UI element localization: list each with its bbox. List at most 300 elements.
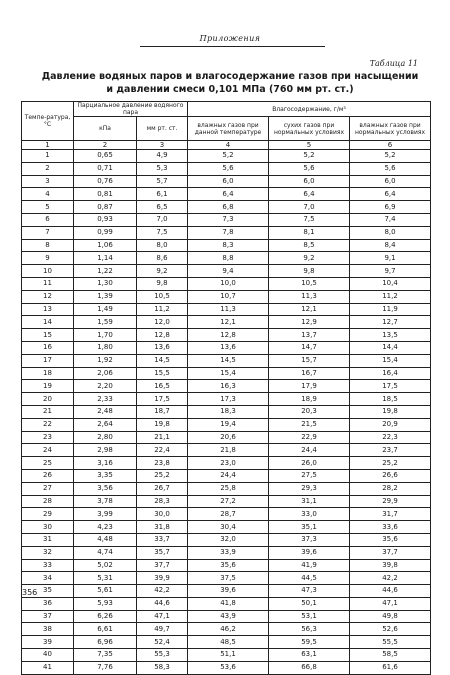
- pressure-kpa-cell: 1,92: [74, 354, 137, 367]
- moist-gas-cell: 27,2: [188, 495, 269, 508]
- moist-gas-cell: 53,6: [188, 661, 269, 674]
- temperature-cell: 39: [22, 636, 74, 649]
- wet-gas-cell: 44,6: [350, 585, 431, 598]
- temperature-cell: 29: [22, 508, 74, 521]
- table-row: [22, 469, 431, 482]
- moist-gas-cell: 33,9: [188, 546, 269, 559]
- table-row: [22, 252, 431, 265]
- dry-gas-cell: 12,9: [269, 316, 350, 329]
- table-row: [22, 521, 431, 534]
- wet-gas-cell: 49,8: [350, 610, 431, 623]
- table-row: [22, 367, 431, 380]
- dry-gas-cell: 56,3: [269, 623, 350, 636]
- moist-gas-cell: 28,7: [188, 508, 269, 521]
- pressure-mmhg-cell: 58,3: [137, 661, 188, 674]
- wet-gas-cell: 9,7: [350, 265, 431, 278]
- pressure-kpa-cell: 3,16: [74, 457, 137, 470]
- pressure-kpa-cell: 0,81: [74, 188, 137, 201]
- wet-gas-cell: 15,4: [350, 354, 431, 367]
- column-index: 6: [350, 141, 431, 150]
- table-row: [22, 508, 431, 521]
- dry-gas-cell: 31,1: [269, 495, 350, 508]
- dry-gas-cell: 5,6: [269, 162, 350, 175]
- pressure-mmhg-cell: 21,1: [137, 431, 188, 444]
- moist-gas-cell: 7,8: [188, 226, 269, 239]
- table-row: [22, 290, 431, 303]
- temperature-cell: 25: [22, 457, 74, 470]
- wet-gas-cell: 25,2: [350, 457, 431, 470]
- wet-gas-cell: 22,3: [350, 431, 431, 444]
- wet-gas-cell: 58,5: [350, 649, 431, 662]
- moist-gas-cell: 7,3: [188, 213, 269, 226]
- pressure-mmhg-cell: 13,6: [137, 341, 188, 354]
- wet-gas-cell: 5,2: [350, 150, 431, 163]
- table-row: [22, 444, 431, 457]
- wet-gas-cell: 8,0: [350, 226, 431, 239]
- pressure-mmhg-cell: 55,3: [137, 649, 188, 662]
- table-row: [22, 457, 431, 470]
- temperature-cell: 23: [22, 431, 74, 444]
- moist-gas-cell: 9,4: [188, 265, 269, 278]
- column-index: 2: [74, 141, 137, 150]
- moist-gas-cell: 5,2: [188, 150, 269, 163]
- pressure-kpa-cell: 3,78: [74, 495, 137, 508]
- wet-gas-cell: 33,6: [350, 521, 431, 534]
- wet-gas-cell: 26,6: [350, 469, 431, 482]
- pressure-mmhg-cell: 35,7: [137, 546, 188, 559]
- moist-gas-cell: 18,3: [188, 405, 269, 418]
- pressure-mmhg-cell: 31,8: [137, 521, 188, 534]
- wet-gas-cell: 6,9: [350, 201, 431, 214]
- pressure-kpa-cell: 4,74: [74, 546, 137, 559]
- pressure-kpa-cell: 2,06: [74, 367, 137, 380]
- section-label: Приложения: [199, 34, 261, 43]
- table-row: [22, 188, 431, 201]
- dry-gas-cell: 66,8: [269, 661, 350, 674]
- column-index: 5: [269, 141, 350, 150]
- pressure-kpa-cell: 1,30: [74, 277, 137, 290]
- temperature-cell: 16: [22, 341, 74, 354]
- wet-gas-cell: 42,2: [350, 572, 431, 585]
- temperature-cell: 9: [22, 252, 74, 265]
- wet-gas-cell: 6,4: [350, 188, 431, 201]
- pressure-mmhg-cell: 52,4: [137, 636, 188, 649]
- wet-gas-cell: 16,4: [350, 367, 431, 380]
- dry-gas-cell: 14,7: [269, 341, 350, 354]
- dry-gas-cell: 33,0: [269, 508, 350, 521]
- moist-gas-cell: 30,4: [188, 521, 269, 534]
- dry-gas-cell: 11,3: [269, 290, 350, 303]
- temperature-cell: 7: [22, 226, 74, 239]
- wet-gas-cell: 23,7: [350, 444, 431, 457]
- wet-gas-cell: 55,5: [350, 636, 431, 649]
- wet-gas-cell: 35,6: [350, 533, 431, 546]
- wet-gas-cell: 39,8: [350, 559, 431, 572]
- pressure-mmhg-cell: 25,2: [137, 469, 188, 482]
- moist-gas-cell: 5,6: [188, 162, 269, 175]
- pressure-mmhg-cell: 28,3: [137, 495, 188, 508]
- wet-gas-cell: 29,9: [350, 495, 431, 508]
- pressure-kpa-cell: 0,87: [74, 201, 137, 214]
- pressure-mmhg-cell: 10,5: [137, 290, 188, 303]
- temperature-cell: 41: [22, 661, 74, 674]
- temperature-cell: 12: [22, 290, 74, 303]
- wet-gas-cell: 10,4: [350, 277, 431, 290]
- moist-gas-cell: 35,6: [188, 559, 269, 572]
- dry-gas-cell: 9,2: [269, 252, 350, 265]
- pressure-kpa-cell: 1,70: [74, 329, 137, 342]
- temperature-cell: 24: [22, 444, 74, 457]
- pressure-mmhg-cell: 17,5: [137, 393, 188, 406]
- moist-gas-cell: 46,2: [188, 623, 269, 636]
- pressure-kpa-cell: 1,06: [74, 239, 137, 252]
- column-index: 4: [188, 141, 269, 150]
- table-header: [22, 102, 431, 150]
- pressure-kpa-cell: 3,99: [74, 508, 137, 521]
- table-row: [22, 239, 431, 252]
- temperature-cell: 36: [22, 597, 74, 610]
- pressure-mmhg-cell: 15,5: [137, 367, 188, 380]
- temperature-cell: 33: [22, 559, 74, 572]
- moist-gas-cell: 37,5: [188, 572, 269, 585]
- pressure-kpa-cell: 1,14: [74, 252, 137, 265]
- moist-gas-cell: 24,4: [188, 469, 269, 482]
- temperature-cell: 1: [22, 150, 74, 163]
- pressure-mmhg-cell: 5,3: [137, 162, 188, 175]
- wet-gas-cell: 14,4: [350, 341, 431, 354]
- moist-gas-cell: 21,8: [188, 444, 269, 457]
- wet-gas-cell: 31,7: [350, 508, 431, 521]
- pressure-kpa-cell: 1,22: [74, 265, 137, 278]
- dry-gas-cell: 50,1: [269, 597, 350, 610]
- pressure-mmhg-cell: 9,8: [137, 277, 188, 290]
- dry-gas-cell: 9,8: [269, 265, 350, 278]
- wet-gas-cell: 8,4: [350, 239, 431, 252]
- temperature-cell: 2: [22, 162, 74, 175]
- table-row: [22, 572, 431, 585]
- table-row: [22, 162, 431, 175]
- pressure-mmhg-cell: 6,1: [137, 188, 188, 201]
- wet-gas-cell: 7,4: [350, 213, 431, 226]
- moist-gas-cell: 19,4: [188, 418, 269, 431]
- column-index: 1: [22, 141, 74, 150]
- header-pressure-mmhg: мм рт. ст.: [137, 117, 188, 141]
- wet-gas-cell: 13,5: [350, 329, 431, 342]
- moist-gas-cell: 41,8: [188, 597, 269, 610]
- temperature-cell: 35: [22, 585, 74, 598]
- title-line-1: Давление водяных паров и влагосодержание газов при насыщении: [41, 71, 419, 82]
- table-row: [22, 636, 431, 649]
- table-row: [22, 405, 431, 418]
- pressure-mmhg-cell: 5,7: [137, 175, 188, 188]
- pressure-mmhg-cell: 11,2: [137, 303, 188, 316]
- pressure-kpa-cell: 4,48: [74, 533, 137, 546]
- pressure-mmhg-cell: 42,2: [137, 585, 188, 598]
- dry-gas-cell: 6,4: [269, 188, 350, 201]
- pressure-kpa-cell: 5,02: [74, 559, 137, 572]
- pressure-mmhg-cell: 19,8: [137, 418, 188, 431]
- moist-gas-cell: 8,8: [188, 252, 269, 265]
- pressure-mmhg-cell: 6,5: [137, 201, 188, 214]
- dry-gas-cell: 26,0: [269, 457, 350, 470]
- moist-gas-cell: 16,3: [188, 380, 269, 393]
- pressure-mmhg-cell: 8,6: [137, 252, 188, 265]
- temperature-cell: 8: [22, 239, 74, 252]
- moist-gas-cell: 10,0: [188, 277, 269, 290]
- pressure-kpa-cell: 5,31: [74, 572, 137, 585]
- temperature-cell: 27: [22, 482, 74, 495]
- temperature-cell: 34: [22, 572, 74, 585]
- table-row: [22, 265, 431, 278]
- moist-gas-cell: 12,1: [188, 316, 269, 329]
- pressure-kpa-cell: 0,76: [74, 175, 137, 188]
- dry-gas-cell: 7,5: [269, 213, 350, 226]
- table-row: [22, 431, 431, 444]
- table-row: [22, 585, 431, 598]
- temperature-cell: 6: [22, 213, 74, 226]
- table-row: [22, 546, 431, 559]
- pressure-kpa-cell: 2,80: [74, 431, 137, 444]
- temperature-cell: 38: [22, 623, 74, 636]
- table-body: [22, 150, 431, 675]
- moist-gas-cell: 43,9: [188, 610, 269, 623]
- pressure-kpa-cell: 0,65: [74, 150, 137, 163]
- moist-gas-cell: 48,5: [188, 636, 269, 649]
- table-row: [22, 277, 431, 290]
- dry-gas-cell: 8,1: [269, 226, 350, 239]
- wet-gas-cell: 61,6: [350, 661, 431, 674]
- temperature-cell: 18: [22, 367, 74, 380]
- table-row: [22, 354, 431, 367]
- table-row: [22, 661, 431, 674]
- dry-gas-cell: 44,5: [269, 572, 350, 585]
- dry-gas-cell: 39,6: [269, 546, 350, 559]
- temperature-cell: 10: [22, 265, 74, 278]
- pressure-mmhg-cell: 7,0: [137, 213, 188, 226]
- dry-gas-cell: 35,1: [269, 521, 350, 534]
- header-partial-pressure: Парциальное давление водяного пара: [74, 102, 188, 117]
- pressure-mmhg-cell: 33,7: [137, 533, 188, 546]
- table-row: [22, 380, 431, 393]
- wet-gas-cell: 11,2: [350, 290, 431, 303]
- pressure-kpa-cell: 1,49: [74, 303, 137, 316]
- pressure-mmhg-cell: 18,7: [137, 405, 188, 418]
- pressure-kpa-cell: 6,96: [74, 636, 137, 649]
- wet-gas-cell: 11,9: [350, 303, 431, 316]
- pressure-mmhg-cell: 26,7: [137, 482, 188, 495]
- dry-gas-cell: 15,7: [269, 354, 350, 367]
- table-row: [22, 482, 431, 495]
- moist-gas-cell: 20,6: [188, 431, 269, 444]
- table-number: Таблица 11: [369, 59, 418, 68]
- pressure-mmhg-cell: 14,5: [137, 354, 188, 367]
- pressure-mmhg-cell: 39,9: [137, 572, 188, 585]
- temperature-cell: 40: [22, 649, 74, 662]
- pressure-kpa-cell: 7,76: [74, 661, 137, 674]
- moist-gas-cell: 17,3: [188, 393, 269, 406]
- column-index: 3: [137, 141, 188, 150]
- wet-gas-cell: 17,5: [350, 380, 431, 393]
- dry-gas-cell: 10,5: [269, 277, 350, 290]
- dry-gas-cell: 5,2: [269, 150, 350, 163]
- table-row: [22, 610, 431, 623]
- header-moisture-content: Влагосодержание, г/м³: [188, 102, 431, 117]
- temperature-cell: 14: [22, 316, 74, 329]
- wet-gas-cell: 5,6: [350, 162, 431, 175]
- dry-gas-cell: 20,3: [269, 405, 350, 418]
- header-dry-gas: сухих газов при нормальных условиях: [269, 117, 350, 141]
- moist-gas-cell: 15,4: [188, 367, 269, 380]
- table-row: [22, 150, 431, 163]
- temperature-cell: 11: [22, 277, 74, 290]
- pressure-mmhg-cell: 4,9: [137, 150, 188, 163]
- pressure-kpa-cell: 3,35: [74, 469, 137, 482]
- pressure-mmhg-cell: 23,8: [137, 457, 188, 470]
- table-row: [22, 201, 431, 214]
- pressure-kpa-cell: 1,59: [74, 316, 137, 329]
- dry-gas-cell: 41,9: [269, 559, 350, 572]
- moist-gas-cell: 10,7: [188, 290, 269, 303]
- pressure-mmhg-cell: 44,6: [137, 597, 188, 610]
- temperature-cell: 22: [22, 418, 74, 431]
- moist-gas-cell: 6,8: [188, 201, 269, 214]
- dry-gas-cell: 22,9: [269, 431, 350, 444]
- temperature-cell: 32: [22, 546, 74, 559]
- table-row: [22, 533, 431, 546]
- table-row: [22, 559, 431, 572]
- moist-gas-cell: 8,3: [188, 239, 269, 252]
- wet-gas-cell: 19,8: [350, 405, 431, 418]
- moist-gas-cell: 14,5: [188, 354, 269, 367]
- title-line-2: и давлении смеси 0,101 МПа (760 мм рт. ст.): [106, 84, 354, 95]
- temperature-cell: 17: [22, 354, 74, 367]
- pressure-kpa-cell: 1,80: [74, 341, 137, 354]
- table-row: [22, 418, 431, 431]
- table-row: [22, 303, 431, 316]
- dry-gas-cell: 24,4: [269, 444, 350, 457]
- pressure-mmhg-cell: 12,0: [137, 316, 188, 329]
- pressure-kpa-cell: 7,35: [74, 649, 137, 662]
- pressure-kpa-cell: 2,98: [74, 444, 137, 457]
- pressure-mmhg-cell: 37,7: [137, 559, 188, 572]
- pressure-mmhg-cell: 49,7: [137, 623, 188, 636]
- dry-gas-cell: 47,3: [269, 585, 350, 598]
- temperature-cell: 37: [22, 610, 74, 623]
- moist-gas-cell: 13,6: [188, 341, 269, 354]
- dry-gas-cell: 53,1: [269, 610, 350, 623]
- table-row: [22, 213, 431, 226]
- pressure-kpa-cell: 2,33: [74, 393, 137, 406]
- wet-gas-cell: 20,9: [350, 418, 431, 431]
- table-row: [22, 341, 431, 354]
- header-wet-gas: влажных газов при нормальных условиях: [350, 117, 431, 141]
- pressure-kpa-cell: 2,48: [74, 405, 137, 418]
- dry-gas-cell: 63,1: [269, 649, 350, 662]
- dry-gas-cell: 7,0: [269, 201, 350, 214]
- dry-gas-cell: 37,3: [269, 533, 350, 546]
- page-number: 356: [22, 588, 38, 597]
- data-table: [21, 101, 431, 675]
- temperature-cell: 28: [22, 495, 74, 508]
- pressure-kpa-cell: 2,64: [74, 418, 137, 431]
- moist-gas-cell: 51,1: [188, 649, 269, 662]
- dry-gas-cell: 12,1: [269, 303, 350, 316]
- moist-gas-cell: 23,0: [188, 457, 269, 470]
- wet-gas-cell: 6,0: [350, 175, 431, 188]
- pressure-mmhg-cell: 47,1: [137, 610, 188, 623]
- dry-gas-cell: 13,7: [269, 329, 350, 342]
- table-row: [22, 495, 431, 508]
- pressure-mmhg-cell: 22,4: [137, 444, 188, 457]
- dry-gas-cell: 29,3: [269, 482, 350, 495]
- table-row: [22, 649, 431, 662]
- table-title: [40, 70, 420, 96]
- temperature-cell: 26: [22, 469, 74, 482]
- dry-gas-cell: 6,0: [269, 175, 350, 188]
- header-pressure-kpa: кПа: [74, 117, 137, 141]
- pressure-kpa-cell: 6,26: [74, 610, 137, 623]
- dry-gas-cell: 27,5: [269, 469, 350, 482]
- temperature-cell: 3: [22, 175, 74, 188]
- table-row: [22, 329, 431, 342]
- pressure-kpa-cell: 5,93: [74, 597, 137, 610]
- wet-gas-cell: 47,1: [350, 597, 431, 610]
- temperature-cell: 5: [22, 201, 74, 214]
- dry-gas-cell: 18,9: [269, 393, 350, 406]
- temperature-cell: 4: [22, 188, 74, 201]
- pressure-mmhg-cell: 8,0: [137, 239, 188, 252]
- moist-gas-cell: 25,8: [188, 482, 269, 495]
- pressure-kpa-cell: 5,61: [74, 585, 137, 598]
- pressure-kpa-cell: 4,23: [74, 521, 137, 534]
- pressure-kpa-cell: 2,20: [74, 380, 137, 393]
- pressure-mmhg-cell: 16,5: [137, 380, 188, 393]
- pressure-kpa-cell: 0,93: [74, 213, 137, 226]
- header-temperature: Темпе-ратура, °С: [22, 102, 74, 141]
- table-row: [22, 226, 431, 239]
- pressure-mmhg-cell: 12,8: [137, 329, 188, 342]
- pressure-kpa-cell: 0,71: [74, 162, 137, 175]
- pressure-mmhg-cell: 7,5: [137, 226, 188, 239]
- moist-gas-cell: 12,8: [188, 329, 269, 342]
- dry-gas-cell: 59,5: [269, 636, 350, 649]
- wet-gas-cell: 9,1: [350, 252, 431, 265]
- dry-gas-cell: 8,5: [269, 239, 350, 252]
- dry-gas-cell: 16,7: [269, 367, 350, 380]
- wet-gas-cell: 37,7: [350, 546, 431, 559]
- wet-gas-cell: 18,5: [350, 393, 431, 406]
- moist-gas-cell: 6,0: [188, 175, 269, 188]
- temperature-cell: 13: [22, 303, 74, 316]
- table-row: [22, 597, 431, 610]
- moist-gas-cell: 32,0: [188, 533, 269, 546]
- pressure-kpa-cell: 3,56: [74, 482, 137, 495]
- wet-gas-cell: 52,6: [350, 623, 431, 636]
- table-row: [22, 623, 431, 636]
- pressure-kpa-cell: 1,39: [74, 290, 137, 303]
- table-row: [22, 175, 431, 188]
- temperature-cell: 19: [22, 380, 74, 393]
- pressure-kpa-cell: 6,61: [74, 623, 137, 636]
- temperature-cell: 15: [22, 329, 74, 342]
- temperature-cell: 20: [22, 393, 74, 406]
- table-row: [22, 316, 431, 329]
- pressure-mmhg-cell: 30,0: [137, 508, 188, 521]
- pressure-mmhg-cell: 9,2: [137, 265, 188, 278]
- moist-gas-cell: 39,6: [188, 585, 269, 598]
- temperature-cell: 30: [22, 521, 74, 534]
- wet-gas-cell: 12,7: [350, 316, 431, 329]
